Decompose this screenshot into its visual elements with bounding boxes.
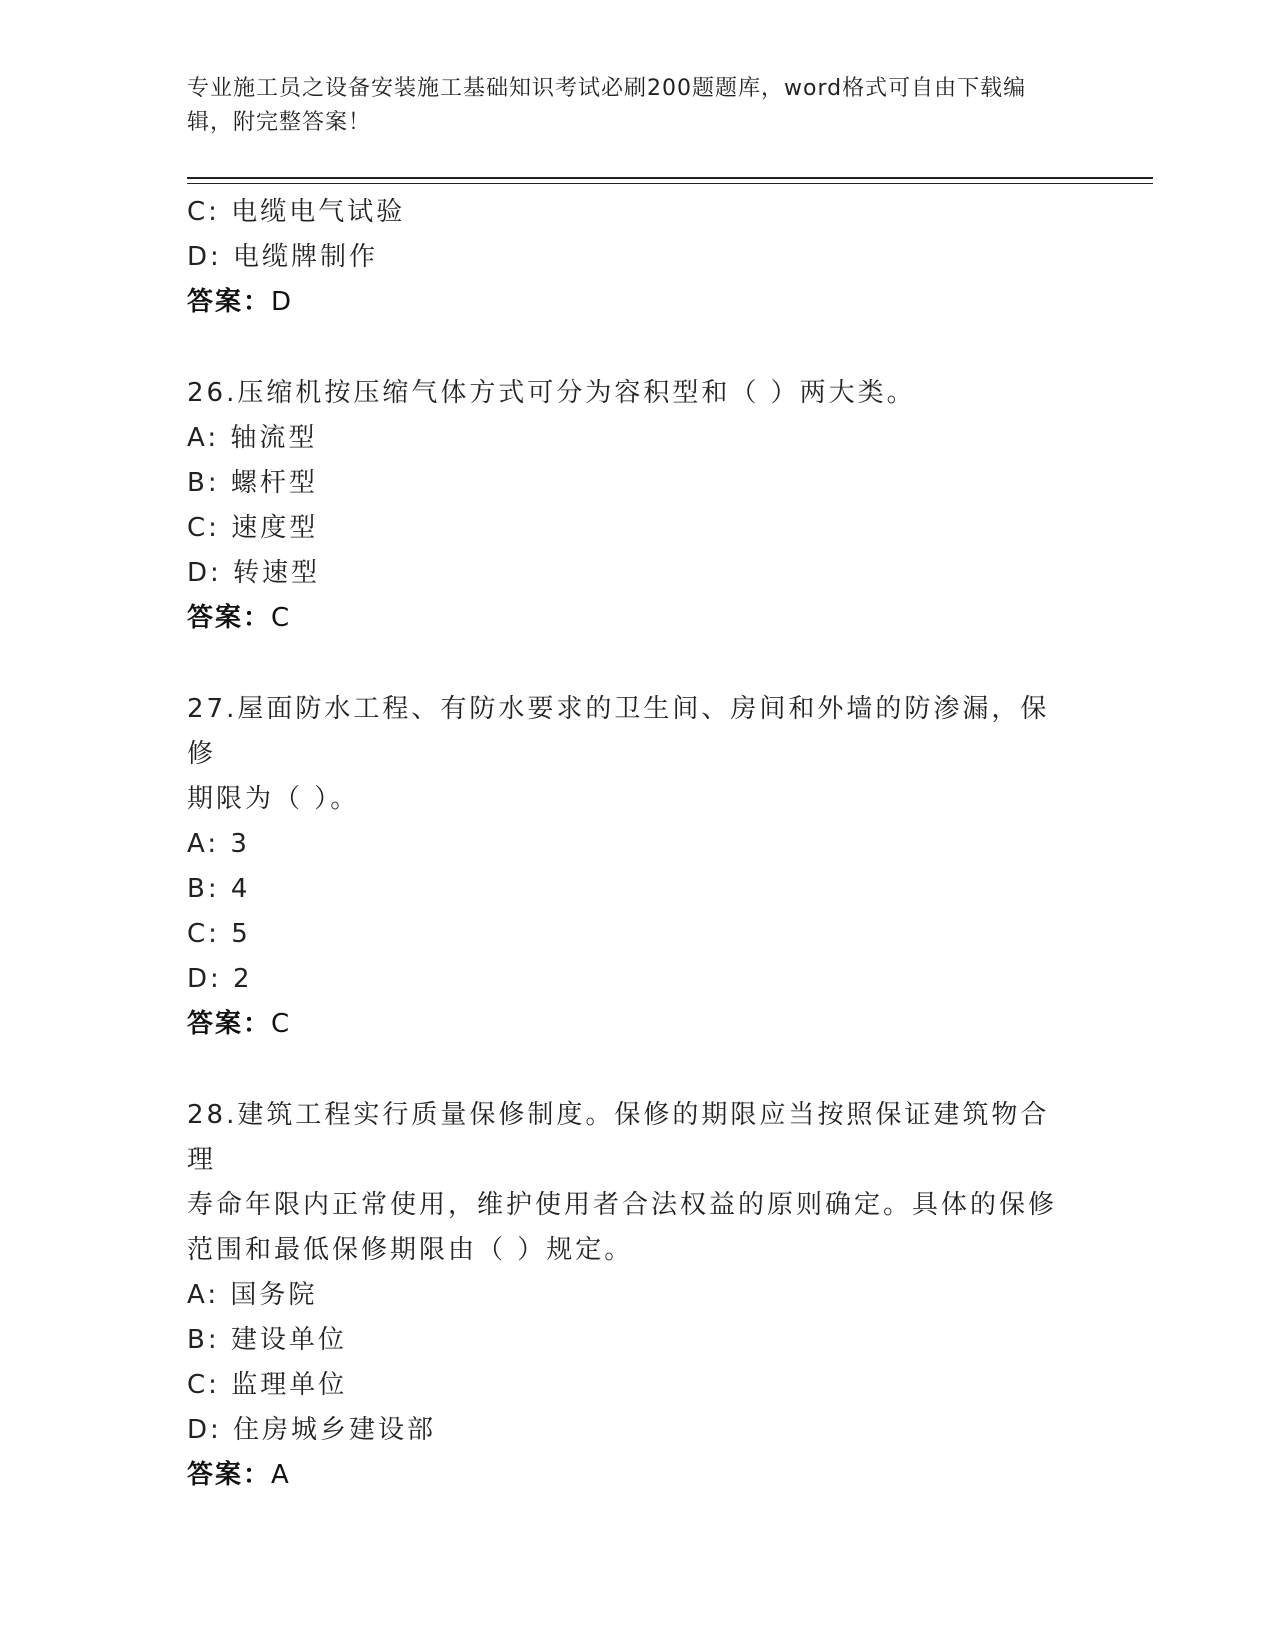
option-c: C: 电缆电气试验 xyxy=(187,197,406,227)
question-text: 27.屋面防水工程、有防水要求的卫生间、房间和外墙的防渗漏，保修 xyxy=(187,694,1050,769)
option-d: D: 2 xyxy=(187,964,253,994)
option-c: C: 监理单位 xyxy=(187,1370,348,1400)
question-block-28 xyxy=(187,1093,1067,1498)
question-block-25 xyxy=(187,190,1067,325)
option-b: B: 螺杆型 xyxy=(187,468,318,498)
answer: 答案：C xyxy=(187,1009,292,1039)
answer: 答案：A xyxy=(187,1460,291,1490)
question-text-continued: 范围和最低保修期限由（ ）规定。 xyxy=(187,1235,634,1265)
option-c: C: 5 xyxy=(187,919,251,949)
header-divider-thin xyxy=(187,183,1153,184)
header-divider-thick xyxy=(187,177,1153,179)
option-d: D: 电缆牌制作 xyxy=(187,242,379,272)
document-header xyxy=(187,72,1067,140)
option-a: A: 轴流型 xyxy=(187,423,318,453)
option-b: B: 4 xyxy=(187,874,251,904)
answer: 答案：D xyxy=(187,287,294,317)
question-block-27 xyxy=(187,687,1067,1047)
option-d: D: 住房城乡建设部 xyxy=(187,1415,437,1445)
option-a: A: 国务院 xyxy=(187,1280,318,1310)
answer: 答案：C xyxy=(187,603,292,633)
question-text-continued: 寿命年限内正常使用，维护使用者合法权益的原则确定。具体的保修 xyxy=(187,1190,1058,1220)
question-block-26 xyxy=(187,371,1067,641)
option-b: B: 建设单位 xyxy=(187,1325,347,1355)
option-d: D: 转速型 xyxy=(187,558,321,588)
option-a: A: 3 xyxy=(187,829,250,859)
option-c: C: 速度型 xyxy=(187,513,319,543)
question-text: 28.建筑工程实行质量保修制度。保修的期限应当按照保证建筑物合理 xyxy=(187,1100,1050,1175)
question-list xyxy=(187,190,1067,1498)
question-text: 26.压缩机按压缩气体方式可分为容积型和（ ）两大类。 xyxy=(187,378,916,408)
question-text-continued: 期限为（ ）。 xyxy=(187,784,360,814)
header-title: 专业施工员之设备安装施工基础知识考试必刷200题题库，word格式可自由下载编辑，附完整答案！ xyxy=(187,76,1027,135)
